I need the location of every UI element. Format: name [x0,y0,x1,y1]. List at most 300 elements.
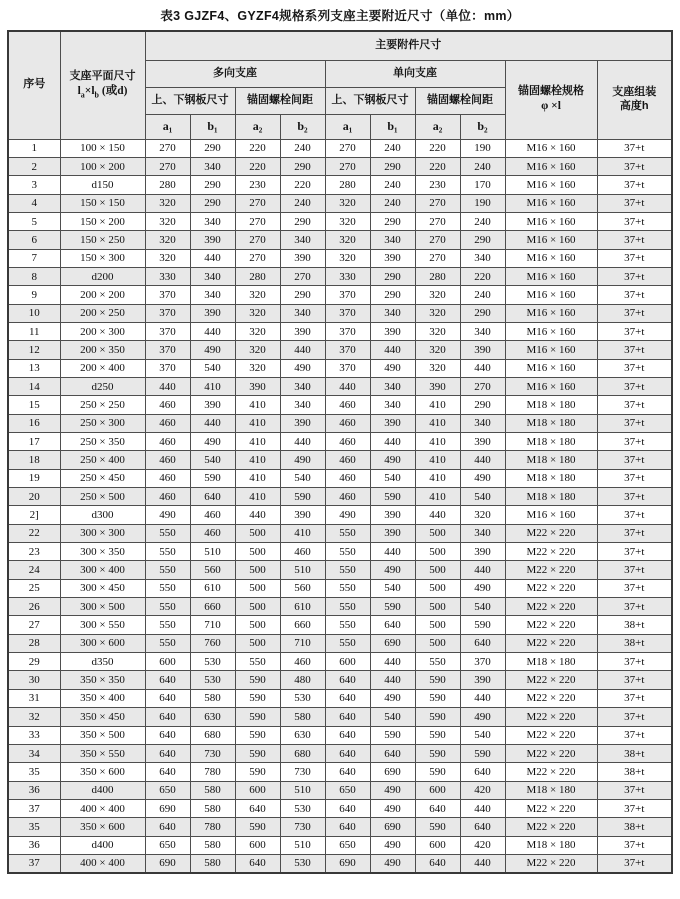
table-cell: 530 [190,671,235,689]
table-cell: 350 × 550 [60,744,145,762]
table-title: 表3 GJZF4、GYZF4规格系列支座主要附近尺寸（单位：mm） [160,9,520,23]
table-cell: 640 [325,763,370,781]
table-cell: 270 [415,231,460,249]
table-cell: 440 [370,653,415,671]
table-cell: 640 [145,671,190,689]
table-cell: 290 [460,304,505,322]
table-cell: 22 [8,524,60,542]
table-cell: 580 [190,781,235,799]
table-row [8,653,672,671]
table-cell: 13 [8,359,60,377]
table-row [8,744,672,762]
table-cell: M22 × 220 [505,854,597,872]
col-header-plate-size-multi: 上、下钢板尺寸 [145,87,235,114]
table-row [8,634,672,652]
table-cell: 340 [280,377,325,395]
col-header-bolt-spacing-single: 锚固螺栓间距 [415,87,505,114]
table-row [8,377,672,395]
table-cell: 490 [370,689,415,707]
table-cell: 270 [145,157,190,175]
table-cell: 500 [235,543,280,561]
table-cell: 550 [145,579,190,597]
table-cell: 590 [415,726,460,744]
table-cell: 270 [235,249,280,267]
table-cell: 460 [190,506,235,524]
table-cell: 460 [280,543,325,561]
table-cell: 440 [190,322,235,340]
table-cell: 6 [8,231,60,249]
table-cell: 540 [460,598,505,616]
table-cell: 37+t [597,598,672,616]
table-cell: 550 [145,616,190,634]
table-cell: 390 [280,414,325,432]
table-cell: 37+t [597,157,672,175]
table-cell: M22 × 220 [505,598,597,616]
table-cell: 690 [325,854,370,872]
table-cell: 230 [235,176,280,194]
table-row [8,488,672,506]
table-cell: 290 [370,212,415,230]
table-cell: 460 [145,433,190,451]
table-cell: 640 [370,616,415,634]
table-cell: 550 [325,524,370,542]
table-cell: 340 [190,212,235,230]
table-cell: 640 [325,726,370,744]
table-row [8,304,672,322]
table-cell: 38+t [597,818,672,836]
table-cell: 550 [325,616,370,634]
table-cell: M22 × 220 [505,543,597,561]
table-cell: 290 [370,157,415,175]
table-cell: M18 × 180 [505,414,597,432]
table-cell: 200 × 300 [60,322,145,340]
table-cell: 530 [280,689,325,707]
table-cell: 710 [280,634,325,652]
table-cell: 320 [325,194,370,212]
table-cell: 590 [235,818,280,836]
table-cell: 530 [280,799,325,817]
table-cell: M18 × 180 [505,781,597,799]
table-cell: 390 [370,414,415,432]
table-cell: 4 [8,194,60,212]
table-cell: 12 [8,341,60,359]
table-cell: 580 [190,854,235,872]
table-cell: M22 × 220 [505,671,597,689]
table-cell: 460 [325,396,370,414]
table-row [8,524,672,542]
table-cell: 490 [145,506,190,524]
table-cell: 730 [190,744,235,762]
table-cell: 290 [190,176,235,194]
table-cell: 590 [415,744,460,762]
col-header-multi-bearing: 多向支座 [145,60,325,87]
table-cell: M18 × 180 [505,433,597,451]
table-cell: M16 × 160 [505,249,597,267]
table-row [8,854,672,872]
table-cell: 600 [325,653,370,671]
table-cell: 640 [415,854,460,872]
table-cell: 690 [370,818,415,836]
table-cell: 220 [235,139,280,157]
table-row [8,708,672,726]
table-cell: 460 [325,488,370,506]
table-cell: 500 [415,598,460,616]
table-cell: M22 × 220 [505,799,597,817]
table-cell: 500 [415,579,460,597]
table-cell: 550 [235,653,280,671]
table-cell: 24 [8,561,60,579]
table-cell: 220 [280,176,325,194]
table-cell: M16 × 160 [505,377,597,395]
table-row [8,286,672,304]
table-cell: 480 [280,671,325,689]
table-cell: 640 [235,854,280,872]
table-cell: 320 [235,304,280,322]
table-cell: 340 [460,322,505,340]
table-cell: 540 [370,469,415,487]
table-cell: 640 [415,799,460,817]
table-cell: 37+t [597,433,672,451]
table-cell: 410 [235,451,280,469]
table-cell: 410 [415,469,460,487]
table-cell: 440 [460,359,505,377]
table-cell: 590 [235,744,280,762]
table-cell: 590 [235,726,280,744]
table-row [8,433,672,451]
table-cell: 220 [460,267,505,285]
table-row [8,194,672,212]
table-cell: 490 [370,451,415,469]
table-cell: 200 × 400 [60,359,145,377]
table-cell: 37+t [597,212,672,230]
table-cell: 170 [460,176,505,194]
table-cell: 320 [325,249,370,267]
assembly-height-label: 支座组装 [612,85,657,98]
table-cell: 530 [280,854,325,872]
table-cell: 550 [325,598,370,616]
table-cell: 560 [190,561,235,579]
plan-size-label: 支座平面尺寸 [69,70,136,83]
table-cell: 690 [145,854,190,872]
table-cell: 330 [145,267,190,285]
table-cell: 250 × 400 [60,451,145,469]
table-row [8,799,672,817]
table-cell: M16 × 160 [505,322,597,340]
table-cell: 540 [460,488,505,506]
table-cell: 600 [235,781,280,799]
table-cell: 510 [280,781,325,799]
col-header-serial: 序号 [8,31,60,139]
table-cell: 100 × 200 [60,157,145,175]
table-cell: M18 × 180 [505,451,597,469]
table-cell: 240 [280,194,325,212]
table-cell: 37+t [597,689,672,707]
table-cell: 640 [145,689,190,707]
table-cell: 410 [235,488,280,506]
table-cell: 320 [415,359,460,377]
table-cell: 280 [325,176,370,194]
table-row [8,818,672,836]
table-cell: 490 [370,836,415,854]
table-cell: 37+t [597,396,672,414]
table-cell: 460 [145,414,190,432]
table-cell: 510 [190,543,235,561]
table-row [8,616,672,634]
table-cell: 300 × 300 [60,524,145,542]
table-cell: 340 [460,249,505,267]
table-cell: 460 [325,433,370,451]
col-header-b2-single: b₂ [460,114,505,139]
table-cell: 550 [145,561,190,579]
table-cell: 540 [190,359,235,377]
table-cell: 440 [370,671,415,689]
table-cell: 460 [325,451,370,469]
table-cell: 590 [415,818,460,836]
table-cell: 490 [190,341,235,359]
table-cell: 660 [280,616,325,634]
table-cell: 500 [235,616,280,634]
table-cell: 460 [325,414,370,432]
table-cell: M22 × 220 [505,524,597,542]
table-cell: 280 [415,267,460,285]
table-cell: 150 × 300 [60,249,145,267]
col-header-main-attachment: 主要附件尺寸 [145,31,672,60]
table-cell: 440 [280,341,325,359]
table-cell: 440 [370,341,415,359]
table-cell: 560 [280,579,325,597]
table-cell: 600 [415,781,460,799]
table-cell: d400 [60,781,145,799]
table-cell: 320 [145,194,190,212]
table-cell: 270 [235,231,280,249]
table-cell: 590 [235,689,280,707]
table-cell: 540 [370,579,415,597]
table-cell: 640 [190,488,235,506]
table-cell: 18 [8,451,60,469]
table-cell: 25 [8,579,60,597]
table-row [8,726,672,744]
table-cell: 590 [235,671,280,689]
col-header-plan-size [60,31,145,139]
table-cell: 37+t [597,653,672,671]
table-cell: 400 × 400 [60,854,145,872]
table-cell: 37+t [597,524,672,542]
table-cell: 37+t [597,139,672,157]
table-cell: 200 × 250 [60,304,145,322]
table-cell: 490 [370,854,415,872]
table-cell: 35 [8,818,60,836]
table-cell: 440 [235,506,280,524]
table-cell: 640 [325,744,370,762]
table-cell: 640 [145,726,190,744]
table-cell: 640 [325,799,370,817]
table-cell: 37+t [597,414,672,432]
table-cell: 37+t [597,726,672,744]
table-cell: 290 [280,157,325,175]
table-cell: 38+t [597,744,672,762]
table-cell: 320 [415,341,460,359]
table-cell: 37+t [597,781,672,799]
table-cell: 440 [190,249,235,267]
table-cell: 36 [8,836,60,854]
table-row [8,212,672,230]
table-row [8,469,672,487]
col-header-assembly-height [597,60,672,139]
table-cell: 460 [145,469,190,487]
table-cell: M18 × 180 [505,469,597,487]
table-body [8,139,672,873]
table-cell: 400 × 400 [60,799,145,817]
table-cell: 240 [460,286,505,304]
table-cell: M22 × 220 [505,616,597,634]
table-cell: 370 [145,322,190,340]
table-cell: 390 [190,304,235,322]
table-cell: M18 × 180 [505,653,597,671]
table-cell: 440 [190,414,235,432]
table-cell: M16 × 160 [505,359,597,377]
table-cell: 640 [325,671,370,689]
table-cell: 550 [145,524,190,542]
table-cell: 8 [8,267,60,285]
table-cell: 370 [325,286,370,304]
table-cell: 320 [460,506,505,524]
table-cell: 240 [460,157,505,175]
table-cell: 390 [190,396,235,414]
table-cell: 650 [325,836,370,854]
table-cell: 33 [8,726,60,744]
table-cell: 38+t [597,763,672,781]
table-cell: 300 × 600 [60,634,145,652]
col-header-a1-multi: a₁ [145,114,190,139]
table-cell: M22 × 220 [505,708,597,726]
table-cell: 500 [415,543,460,561]
table-cell: 290 [460,231,505,249]
table-cell: 37+t [597,176,672,194]
table-cell: 500 [235,579,280,597]
table-cell: 340 [370,396,415,414]
table-cell: 500 [415,634,460,652]
table-cell: 590 [190,469,235,487]
table-cell: 490 [190,433,235,451]
table-cell: 490 [460,469,505,487]
table-cell: 410 [415,488,460,506]
table-row [8,267,672,285]
table-cell: 26 [8,598,60,616]
table-cell: 300 × 400 [60,561,145,579]
table-cell: 370 [145,286,190,304]
table-row [8,139,672,157]
table-cell: 37+t [597,231,672,249]
table-cell: 290 [280,212,325,230]
table-cell: 640 [460,634,505,652]
table-cell: M22 × 220 [505,726,597,744]
table-cell: M16 × 160 [505,139,597,157]
table-cell: 37+t [597,708,672,726]
table-cell: 460 [325,469,370,487]
col-header-b1-single: b₁ [370,114,415,139]
table-cell: 580 [190,799,235,817]
table-cell: 530 [190,653,235,671]
table-cell: 500 [415,561,460,579]
table-cell: 410 [190,377,235,395]
table-cell: 270 [235,194,280,212]
table-cell: 590 [235,763,280,781]
table-cell: 610 [280,598,325,616]
table-row [8,414,672,432]
table-cell: 290 [190,194,235,212]
table-cell: 150 × 250 [60,231,145,249]
table-cell: 350 × 350 [60,671,145,689]
table-cell: 220 [235,157,280,175]
table-cell: 37+t [597,286,672,304]
table-cell: 780 [190,818,235,836]
table-cell: 390 [370,524,415,542]
table-cell: 390 [370,249,415,267]
table-cell: 7 [8,249,60,267]
table-cell: 250 × 250 [60,396,145,414]
table-cell: 300 × 500 [60,598,145,616]
table-cell: 500 [235,598,280,616]
table-cell: 550 [325,579,370,597]
table-cell: 440 [145,377,190,395]
table-cell: 30 [8,671,60,689]
table-cell: 37+t [597,304,672,322]
table-cell: 590 [370,488,415,506]
table-cell: 550 [145,598,190,616]
table-cell: 220 [415,139,460,157]
table-cell: 270 [415,212,460,230]
table-cell: 37+t [597,561,672,579]
table-cell: 320 [235,286,280,304]
col-header-b1-multi: b₁ [190,114,235,139]
table-cell: 440 [460,854,505,872]
table-cell: 500 [235,524,280,542]
table-cell: 440 [280,433,325,451]
table-cell: 510 [280,561,325,579]
table-cell: 390 [280,249,325,267]
table-cell: 300 × 350 [60,543,145,561]
table-cell: M16 × 160 [505,341,597,359]
table-cell: M16 × 160 [505,286,597,304]
table-cell: 640 [325,708,370,726]
table-cell: 640 [145,763,190,781]
table-cell: d150 [60,176,145,194]
table-cell: 37+t [597,377,672,395]
table-cell: 390 [280,322,325,340]
table-cell: 15 [8,396,60,414]
table-cell: 3 [8,176,60,194]
table-cell: 460 [145,451,190,469]
table-cell: 690 [370,634,415,652]
table-cell: 390 [460,543,505,561]
table-cell: 390 [460,671,505,689]
table-cell: 650 [325,781,370,799]
table-cell: 640 [145,744,190,762]
table-cell: 37+t [597,854,672,872]
table-cell: M22 × 220 [505,744,597,762]
table-cell: M16 × 160 [505,231,597,249]
table-cell: d400 [60,836,145,854]
table-cell: 540 [370,708,415,726]
table-cell: 28 [8,634,60,652]
table-cell: 1 [8,139,60,157]
table-cell: M18 × 180 [505,488,597,506]
table-cell: 650 [145,781,190,799]
table-cell: 390 [460,341,505,359]
table-cell: 250 × 350 [60,433,145,451]
table-cell: 2] [8,506,60,524]
table-cell: 340 [280,231,325,249]
